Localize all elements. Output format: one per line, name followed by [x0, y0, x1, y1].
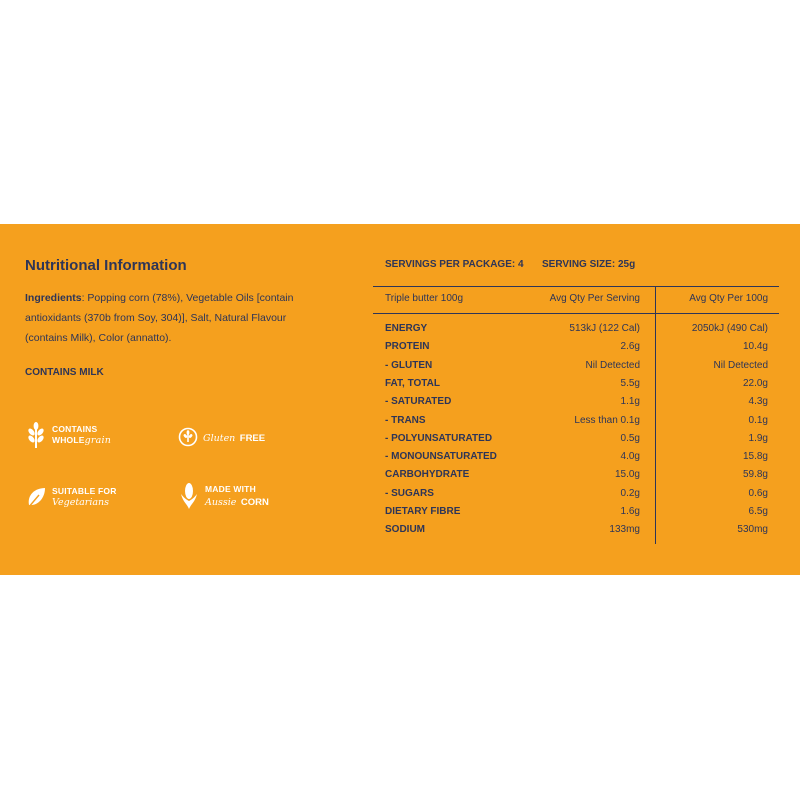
nutrient-label: CARBOHYDRATE — [385, 469, 470, 481]
wholegrain-line2b: grain — [84, 435, 112, 446]
per-serving-value: 15.0g — [614, 469, 640, 481]
servings-per-package: SERVINGS PER PACKAGE: 4 — [385, 259, 524, 270]
per-100g-value: 0.1g — [748, 414, 768, 426]
per-100g-value: 15.8g — [742, 451, 768, 463]
table-row — [0, 396, 800, 414]
nutrient-label: - SUGARS — [385, 487, 434, 499]
per-serving-value: Nil Detected — [585, 359, 640, 371]
col-header-per-100g: Avg Qty Per 100g — [689, 293, 768, 304]
table-row — [0, 378, 800, 396]
nutrient-label: - MONOUNSATURATED — [385, 451, 497, 463]
per-100g-value: 530mg — [737, 524, 768, 536]
per-100g-value: 0.6g — [748, 487, 768, 499]
table-top-rule — [373, 286, 779, 287]
per-100g-value: 2050kJ (490 Cal) — [691, 323, 768, 334]
table-header-rule — [373, 313, 779, 314]
gluten-free-part2: FREE — [239, 432, 266, 444]
serving-size: SERVING SIZE: 25g — [542, 259, 636, 270]
gluten-free-part1: Gluten — [203, 432, 236, 444]
nutrient-label: - GLUTEN — [385, 359, 433, 371]
nutrient-label: - POLYUNSATURATED — [385, 432, 493, 444]
col-header-product: Triple butter 100g — [385, 293, 464, 304]
per-serving-value: 0.2g — [620, 487, 640, 499]
table-row — [0, 506, 800, 524]
vegetarian-line1: SUITABLE FOR — [52, 486, 117, 496]
table-row — [0, 488, 800, 506]
nutrition-title: Nutritional Information — [25, 257, 187, 274]
table-row — [0, 469, 800, 487]
per-serving-value: 513kJ (122 Cal) — [569, 323, 640, 334]
allergen-statement: CONTAINS MILK — [25, 367, 104, 378]
per-100g-value: 22.0g — [742, 377, 768, 389]
ingredients-label: Ingredients — [25, 292, 82, 304]
per-serving-value: 1.1g — [620, 396, 640, 408]
table-row — [0, 360, 800, 378]
per-serving-value: 1.6g — [620, 506, 640, 517]
per-100g-value: Nil Detected — [713, 359, 768, 371]
nutrient-label: SODIUM — [385, 524, 425, 536]
per-serving-value: 0.5g — [620, 432, 640, 444]
nutrient-label: ENERGY — [385, 323, 428, 334]
per-serving-value: 133mg — [609, 524, 640, 536]
table-row — [0, 433, 800, 451]
table-row — [0, 341, 800, 359]
col-header-per-serving: Avg Qty Per Serving — [549, 293, 640, 304]
aussie-corn-line1: MADE WITH — [205, 484, 256, 494]
per-100g-value: 4.3g — [748, 396, 768, 408]
nutrient-label: PROTEIN — [385, 341, 430, 353]
aussie-corn-line2a: Aussie — [205, 497, 237, 508]
table-row — [0, 415, 800, 433]
nutrient-label: - SATURATED — [385, 396, 452, 408]
table-row — [0, 524, 800, 542]
table-row — [0, 323, 800, 341]
wholegrain-line1: CONTAINS — [52, 424, 98, 434]
nutrient-label: - TRANS — [385, 414, 426, 426]
nutrient-label: DIETARY FIBRE — [385, 506, 461, 517]
per-100g-value: 1.9g — [748, 432, 768, 444]
per-serving-value: 5.5g — [620, 377, 640, 389]
vegetarian-line2: Vegetarians — [52, 497, 110, 508]
per-100g-value: 6.5g — [748, 506, 768, 517]
per-serving-value: 2.6g — [620, 341, 640, 353]
ingredients-list: : Popping corn (78%), Vegetable Oils [contain antioxidants (370b from Soy, 304)], Salt, Natural Flavour (contains Milk), Color (annatto). — [25, 292, 294, 344]
per-serving-value: 4.0g — [620, 451, 640, 463]
per-serving-value: Less than 0.1g — [574, 414, 640, 426]
nutrient-label: FAT, TOTAL — [385, 377, 440, 389]
per-100g-value: 59.8g — [742, 469, 768, 481]
aussie-corn-line2b: CORN — [240, 497, 269, 508]
table-row — [0, 451, 800, 469]
wholegrain-line2a: WHOLE — [52, 435, 85, 445]
per-100g-value: 10.4g — [742, 341, 768, 353]
